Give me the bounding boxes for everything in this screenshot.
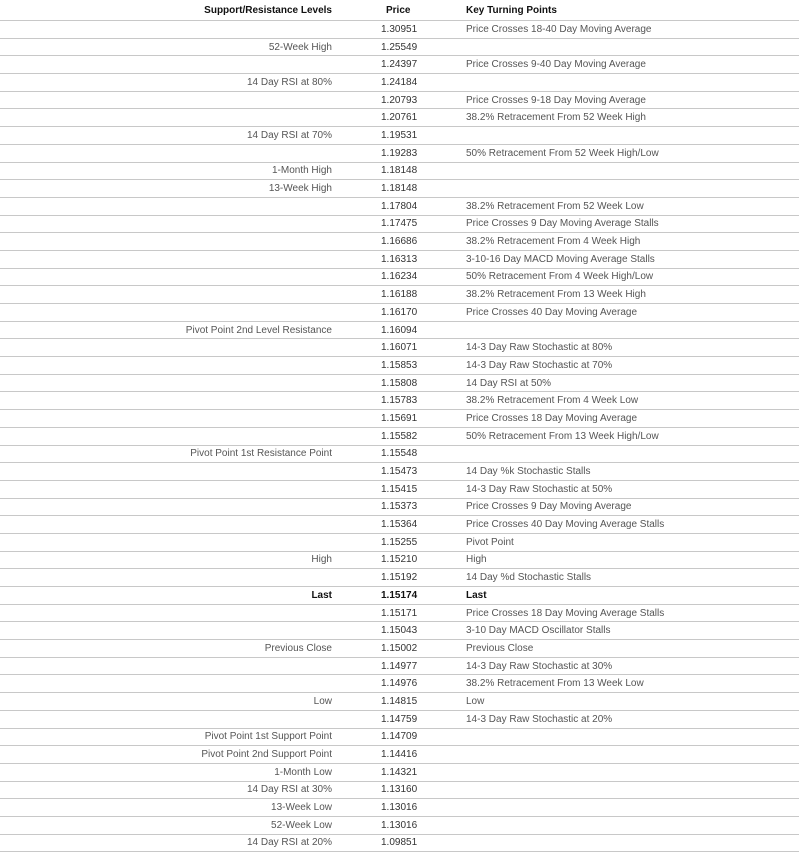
support-resistance-level-cell — [0, 392, 340, 410]
price-cell: 1.15364 — [340, 516, 418, 534]
key-turning-point-cell: 50% Retracement From 13 Week High/Low — [418, 427, 799, 445]
key-turning-point-cell: 38.2% Retracement From 13 Week Low — [418, 675, 799, 693]
key-turning-point-cell: Price Crosses 9 Day Moving Average Stalls — [418, 215, 799, 233]
table-row — [0, 710, 799, 728]
key-turning-point-cell — [418, 816, 799, 834]
price-cell: 1.16071 — [340, 339, 418, 357]
header-key-turning-points: Key Turning Points — [418, 0, 799, 21]
header-price: Price — [340, 0, 418, 21]
support-resistance-level-cell — [0, 215, 340, 233]
key-turning-point-cell — [418, 38, 799, 56]
price-cell: 1.16313 — [340, 250, 418, 268]
key-turning-point-cell: Price Crosses 18 Day Moving Average — [418, 410, 799, 428]
table-row — [0, 480, 799, 498]
support-resistance-level-cell: Last — [0, 587, 340, 605]
support-resistance-level-cell: 13-Week High — [0, 180, 340, 198]
table-row — [0, 304, 799, 322]
support-resistance-level-cell: 52-Week High — [0, 38, 340, 56]
price-cell: 1.14416 — [340, 746, 418, 764]
price-cell: 1.15171 — [340, 604, 418, 622]
key-turning-point-cell: Price Crosses 9-40 Day Moving Average — [418, 56, 799, 74]
table-row — [0, 127, 799, 145]
table-row — [0, 516, 799, 534]
support-resistance-level-cell: Pivot Point 1st Support Point — [0, 728, 340, 746]
table-row — [0, 498, 799, 516]
support-resistance-level-cell — [0, 675, 340, 693]
price-cell: 1.14976 — [340, 675, 418, 693]
table-row — [0, 834, 799, 852]
key-turning-point-cell: 38.2% Retracement From 13 Week High — [418, 286, 799, 304]
table-row — [0, 763, 799, 781]
price-cell: 1.15255 — [340, 533, 418, 551]
price-cell: 1.15582 — [340, 427, 418, 445]
price-cell: 1.15473 — [340, 463, 418, 481]
key-turning-point-cell: 38.2% Retracement From 4 Week High — [418, 233, 799, 251]
table-row — [0, 569, 799, 587]
price-cell: 1.16686 — [340, 233, 418, 251]
price-cell: 1.17475 — [340, 215, 418, 233]
support-resistance-level-cell — [0, 109, 340, 127]
table-row — [0, 268, 799, 286]
price-cell: 1.15174 — [340, 587, 418, 605]
support-resistance-level-cell: Pivot Point 1st Resistance Point — [0, 445, 340, 463]
price-cell: 1.14977 — [340, 657, 418, 675]
support-resistance-level-cell — [0, 21, 340, 39]
header-row — [0, 0, 799, 21]
key-turning-point-cell: 14-3 Day Raw Stochastic at 70% — [418, 357, 799, 375]
price-cell: 1.17804 — [340, 197, 418, 215]
price-cell: 1.15853 — [340, 357, 418, 375]
key-turning-point-cell — [418, 799, 799, 817]
key-turning-point-cell: 38.2% Retracement From 4 Week Low — [418, 392, 799, 410]
price-cell: 1.14815 — [340, 693, 418, 711]
support-resistance-level-cell: Low — [0, 693, 340, 711]
price-cell: 1.14321 — [340, 763, 418, 781]
support-resistance-level-cell — [0, 268, 340, 286]
support-resistance-level-cell — [0, 91, 340, 109]
support-resistance-level-cell — [0, 480, 340, 498]
key-turning-point-cell: 38.2% Retracement From 52 Week High — [418, 109, 799, 127]
table-row — [0, 410, 799, 428]
price-cell: 1.18148 — [340, 180, 418, 198]
table-row — [0, 233, 799, 251]
key-turning-point-cell: 14-3 Day Raw Stochastic at 50% — [418, 480, 799, 498]
support-resistance-level-cell: 13-Week Low — [0, 799, 340, 817]
table-row — [0, 693, 799, 711]
key-turning-point-cell: 50% Retracement From 4 Week High/Low — [418, 268, 799, 286]
table-row — [0, 109, 799, 127]
key-turning-point-cell — [418, 834, 799, 852]
support-resistance-level-cell: High — [0, 551, 340, 569]
header-support-resistance-levels: Support/Resistance Levels — [0, 0, 340, 21]
support-resistance-level-cell: 14 Day RSI at 70% — [0, 127, 340, 145]
key-turning-point-cell: 14-3 Day Raw Stochastic at 30% — [418, 657, 799, 675]
key-turning-point-cell — [418, 127, 799, 145]
key-turning-point-cell: High — [418, 551, 799, 569]
price-cell: 1.24184 — [340, 74, 418, 92]
key-turning-point-cell — [418, 445, 799, 463]
key-turning-point-cell: Price Crosses 9-18 Day Moving Average — [418, 91, 799, 109]
key-turning-point-cell: 14 Day %k Stochastic Stalls — [418, 463, 799, 481]
key-turning-point-cell: Previous Close — [418, 640, 799, 658]
support-resistance-level-cell: 52-Week Low — [0, 816, 340, 834]
key-turning-point-cell — [418, 162, 799, 180]
support-resistance-level-cell: 1-Month High — [0, 162, 340, 180]
key-turning-point-cell: 14 Day %d Stochastic Stalls — [418, 569, 799, 587]
key-turning-point-cell: Price Crosses 18 Day Moving Average Stalls — [418, 604, 799, 622]
key-turning-point-cell: Last — [418, 587, 799, 605]
price-cell: 1.15691 — [340, 410, 418, 428]
price-cell: 1.15808 — [340, 374, 418, 392]
price-cell: 1.16188 — [340, 286, 418, 304]
price-cell: 1.13016 — [340, 799, 418, 817]
support-resistance-level-cell — [0, 144, 340, 162]
table-row — [0, 250, 799, 268]
price-cell: 1.20793 — [340, 91, 418, 109]
table-body — [0, 21, 799, 852]
support-resistance-level-cell — [0, 463, 340, 481]
support-resistance-level-cell — [0, 657, 340, 675]
key-turning-point-cell: Low — [418, 693, 799, 711]
table-row — [0, 321, 799, 339]
support-resistance-level-cell: 14 Day RSI at 80% — [0, 74, 340, 92]
key-turning-point-cell — [418, 781, 799, 799]
support-resistance-level-cell — [0, 516, 340, 534]
support-resistance-level-cell — [0, 286, 340, 304]
support-resistance-level-cell — [0, 622, 340, 640]
support-resistance-level-cell — [0, 498, 340, 516]
table-row — [0, 180, 799, 198]
table-row — [0, 622, 799, 640]
support-resistance-level-cell — [0, 604, 340, 622]
key-turning-point-cell: Pivot Point — [418, 533, 799, 551]
key-turning-point-cell: Price Crosses 18-40 Day Moving Average — [418, 21, 799, 39]
support-resistance-level-cell — [0, 233, 340, 251]
price-cell: 1.25549 — [340, 38, 418, 56]
support-resistance-level-cell: Pivot Point 2nd Support Point — [0, 746, 340, 764]
price-cell: 1.15783 — [340, 392, 418, 410]
key-turning-point-cell: 14-3 Day Raw Stochastic at 80% — [418, 339, 799, 357]
key-turning-point-cell — [418, 180, 799, 198]
table-row — [0, 427, 799, 445]
price-cell: 1.15210 — [340, 551, 418, 569]
key-turning-point-cell — [418, 728, 799, 746]
price-cell: 1.15192 — [340, 569, 418, 587]
key-turning-point-cell — [418, 74, 799, 92]
table-row — [0, 392, 799, 410]
support-resistance-level-cell — [0, 304, 340, 322]
price-cell: 1.19531 — [340, 127, 418, 145]
table-row — [0, 197, 799, 215]
price-cell: 1.15043 — [340, 622, 418, 640]
price-cell: 1.15548 — [340, 445, 418, 463]
table-row — [0, 286, 799, 304]
support-resistance-level-cell — [0, 569, 340, 587]
table-row — [0, 799, 799, 817]
table-row — [0, 587, 799, 605]
price-cell: 1.15002 — [340, 640, 418, 658]
price-cell: 1.15373 — [340, 498, 418, 516]
key-turning-point-cell: 3-10-16 Day MACD Moving Average Stalls — [418, 250, 799, 268]
key-turning-point-cell: 3-10 Day MACD Oscillator Stalls — [418, 622, 799, 640]
price-cell: 1.24397 — [340, 56, 418, 74]
table-row — [0, 781, 799, 799]
support-resistance-level-cell — [0, 427, 340, 445]
table-row — [0, 162, 799, 180]
price-cell: 1.15415 — [340, 480, 418, 498]
price-cell: 1.13016 — [340, 816, 418, 834]
table-row — [0, 445, 799, 463]
price-cell: 1.13160 — [340, 781, 418, 799]
table-row — [0, 38, 799, 56]
table-row — [0, 728, 799, 746]
price-cell: 1.18148 — [340, 162, 418, 180]
price-cell: 1.16234 — [340, 268, 418, 286]
price-cell: 1.14759 — [340, 710, 418, 728]
support-resistance-level-cell — [0, 250, 340, 268]
price-cell: 1.16170 — [340, 304, 418, 322]
table-row — [0, 816, 799, 834]
table-row — [0, 21, 799, 39]
table-row — [0, 56, 799, 74]
price-cell: 1.09851 — [340, 834, 418, 852]
table-row — [0, 339, 799, 357]
key-turning-point-cell: Price Crosses 40 Day Moving Average Stalls — [418, 516, 799, 534]
table-row — [0, 91, 799, 109]
key-turning-point-cell — [418, 763, 799, 781]
support-resistance-level-cell: 14 Day RSI at 20% — [0, 834, 340, 852]
support-resistance-level-cell — [0, 374, 340, 392]
key-turning-point-cell: 38.2% Retracement From 52 Week Low — [418, 197, 799, 215]
support-resistance-level-cell — [0, 533, 340, 551]
table-row — [0, 640, 799, 658]
table-row — [0, 675, 799, 693]
support-resistance-level-cell — [0, 710, 340, 728]
support-resistance-level-cell: Previous Close — [0, 640, 340, 658]
support-resistance-level-cell — [0, 197, 340, 215]
price-cell: 1.30951 — [340, 21, 418, 39]
table-row — [0, 215, 799, 233]
support-resistance-level-cell — [0, 357, 340, 375]
price-cell: 1.20761 — [340, 109, 418, 127]
table-row — [0, 357, 799, 375]
table-row — [0, 551, 799, 569]
key-turning-point-cell: 14 Day RSI at 50% — [418, 374, 799, 392]
key-turning-point-cell: 14-3 Day Raw Stochastic at 20% — [418, 710, 799, 728]
price-cell: 1.19283 — [340, 144, 418, 162]
support-resistance-level-cell — [0, 410, 340, 428]
support-resistance-level-cell: 14 Day RSI at 30% — [0, 781, 340, 799]
table-row — [0, 74, 799, 92]
support-resistance-level-cell: Pivot Point 2nd Level Resistance — [0, 321, 340, 339]
table-row — [0, 533, 799, 551]
table-row — [0, 746, 799, 764]
table-row — [0, 463, 799, 481]
key-turning-point-cell — [418, 746, 799, 764]
support-resistance-level-cell: 1-Month Low — [0, 763, 340, 781]
key-turning-point-cell: 50% Retracement From 52 Week High/Low — [418, 144, 799, 162]
table-row — [0, 604, 799, 622]
table-row — [0, 657, 799, 675]
price-cell: 1.16094 — [340, 321, 418, 339]
support-resistance-level-cell — [0, 56, 340, 74]
key-turning-point-cell — [418, 321, 799, 339]
table-row — [0, 374, 799, 392]
price-cell: 1.14709 — [340, 728, 418, 746]
key-turning-point-cell: Price Crosses 9 Day Moving Average — [418, 498, 799, 516]
support-resistance-level-cell — [0, 339, 340, 357]
table-row — [0, 144, 799, 162]
key-turning-point-cell: Price Crosses 40 Day Moving Average — [418, 304, 799, 322]
